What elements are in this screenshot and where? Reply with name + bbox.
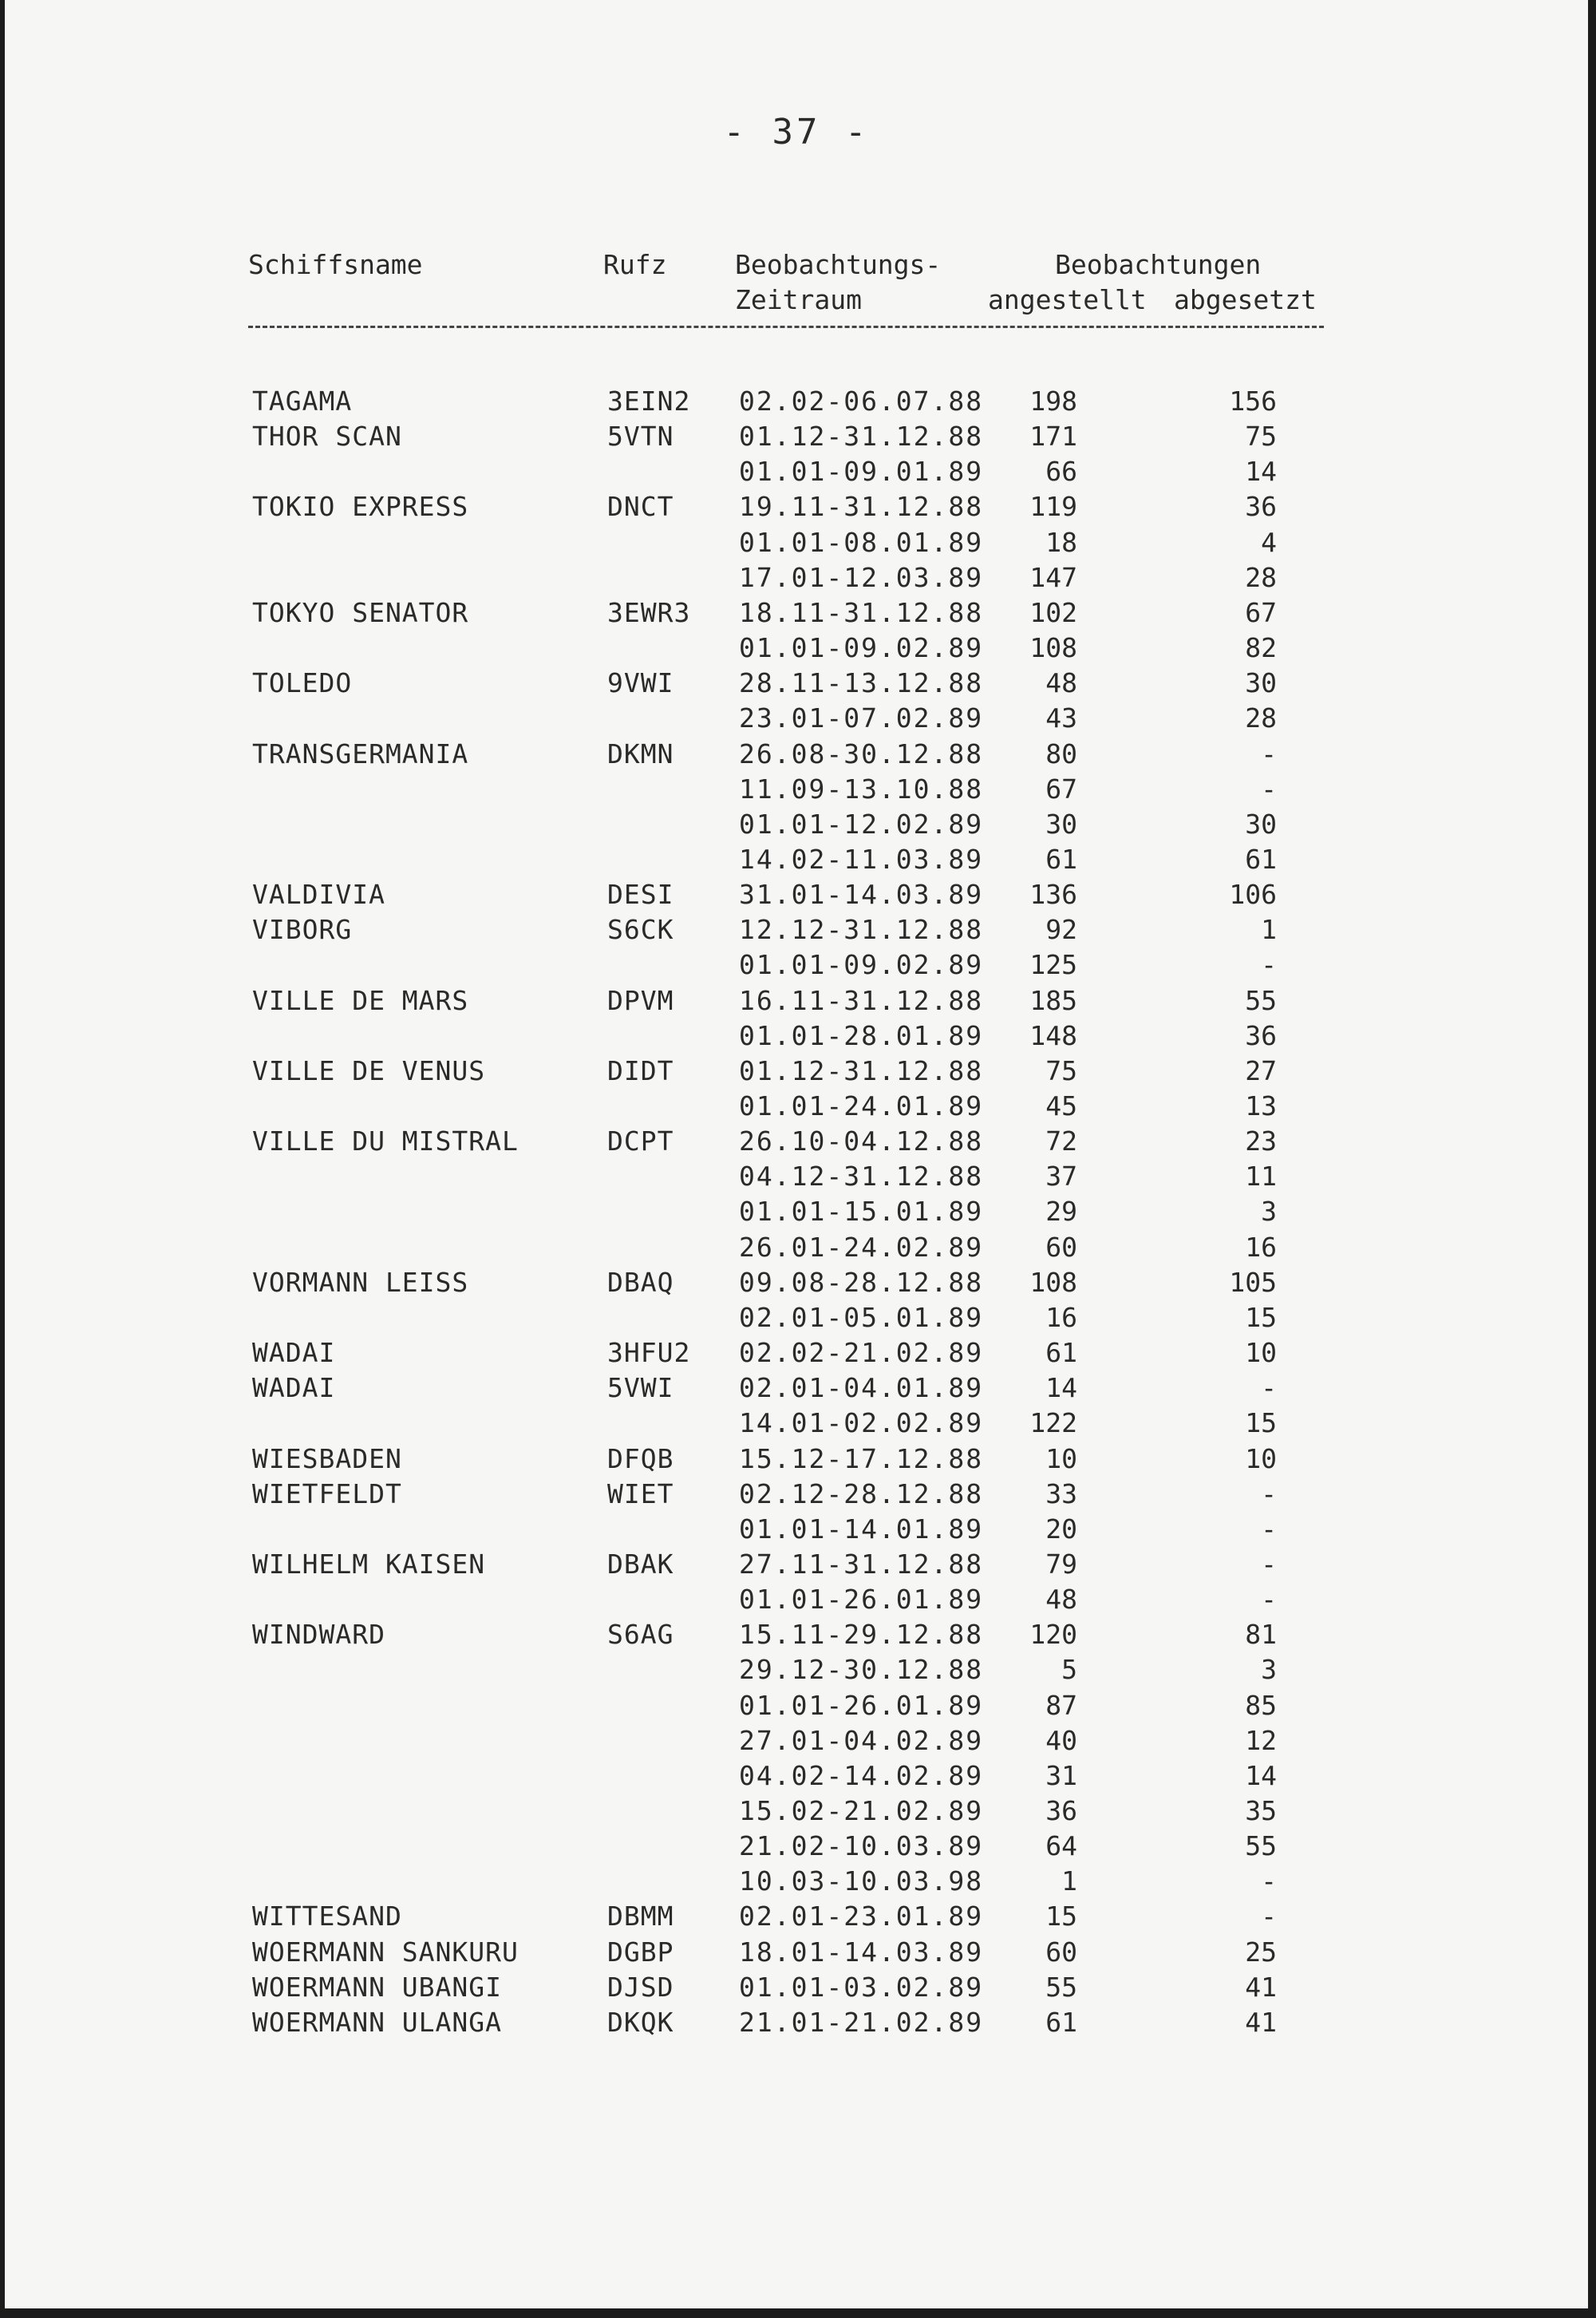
period-cell: 01.01-26.01.89 <box>739 1584 984 1616</box>
table-row <box>5 1654 1588 1689</box>
period-cell: 18.11-31.12.88 <box>739 596 984 628</box>
observations-sent-cell: - <box>1261 1372 1277 1404</box>
table-row <box>5 1478 1588 1513</box>
period-cell: 18.01-14.03.89 <box>739 1936 984 1968</box>
ship-name-cell: TAGAMA <box>252 386 353 417</box>
table-row <box>5 1584 1588 1619</box>
header-sent: abgesetzt <box>1174 284 1317 315</box>
observations-sent-cell: 75 <box>1245 421 1277 453</box>
observations-sent-cell: 106 <box>1229 879 1277 911</box>
observations-made-cell: 125 <box>1029 949 1077 981</box>
table-row <box>5 1619 1588 1654</box>
observations-made-cell: 80 <box>1045 738 1077 769</box>
header-observations: Beobachtungen <box>1055 249 1262 280</box>
table-row <box>5 1690 1588 1725</box>
period-cell: 02.01-23.01.89 <box>739 1901 984 1932</box>
call-sign-cell: DBAQ <box>607 1266 674 1298</box>
period-cell: 01.01-14.01.89 <box>739 1513 984 1545</box>
observations-made-cell: 66 <box>1045 456 1077 488</box>
period-cell: 21.01-21.02.89 <box>739 2006 984 2038</box>
observations-sent-cell: - <box>1261 1513 1277 1545</box>
call-sign-cell: DJSD <box>607 1971 674 2003</box>
observations-made-cell: 31 <box>1045 1759 1077 1791</box>
observations-sent-cell: - <box>1261 773 1277 805</box>
ship-name-cell: WIETFELDT <box>252 1477 402 1509</box>
observations-sent-cell: 10 <box>1245 1337 1277 1369</box>
observations-made-cell: 198 <box>1029 386 1077 417</box>
table-row <box>5 1901 1588 1936</box>
table-row <box>5 1055 1588 1090</box>
table-row <box>5 386 1588 421</box>
observations-sent-cell: 85 <box>1245 1689 1277 1721</box>
period-cell: 02.12-28.12.88 <box>739 1477 984 1509</box>
period-cell: 29.12-30.12.88 <box>739 1654 984 1686</box>
observations-sent-cell: - <box>1261 738 1277 769</box>
observations-made-cell: 102 <box>1029 596 1077 628</box>
table-row <box>5 1196 1588 1231</box>
observations-made-cell: 30 <box>1045 808 1077 840</box>
call-sign-cell: S6AG <box>607 1619 674 1651</box>
period-cell: 01.01-03.02.89 <box>739 1971 984 2003</box>
table-row <box>5 809 1588 844</box>
observations-sent-cell: 27 <box>1245 1054 1277 1086</box>
ship-name-cell: WOERMANN ULANGA <box>252 2006 503 2038</box>
table-row <box>5 1795 1588 1830</box>
period-cell: 01.01-09.02.89 <box>739 949 984 981</box>
observations-made-cell: 1 <box>1061 1865 1077 1897</box>
period-cell: 02.02-06.07.88 <box>739 386 984 417</box>
observations-sent-cell: 41 <box>1245 2006 1277 2038</box>
observations-sent-cell: 25 <box>1245 1936 1277 1968</box>
table-row <box>5 1232 1588 1267</box>
call-sign-cell: DESI <box>607 879 674 911</box>
observations-made-cell: 108 <box>1029 632 1077 664</box>
ship-name-cell: WOERMANN SANKURU <box>252 1936 519 1968</box>
period-cell: 02.01-04.01.89 <box>739 1372 984 1404</box>
call-sign-cell: 5VWI <box>607 1372 674 1404</box>
header-made: angestellt <box>988 284 1147 315</box>
observations-made-cell: 18 <box>1045 526 1077 558</box>
observations-sent-cell: 4 <box>1261 526 1277 558</box>
ship-name-cell: VILLE DE MARS <box>252 984 469 1016</box>
observations-made-cell: 45 <box>1045 1090 1077 1121</box>
period-cell: 01.01-09.02.89 <box>739 632 984 664</box>
observations-sent-cell: 36 <box>1245 1019 1277 1051</box>
table-row <box>5 632 1588 667</box>
ship-name-cell: TRANSGERMANIA <box>252 738 469 769</box>
header-ship-name: Schiffsname <box>248 249 423 280</box>
observations-sent-cell: 55 <box>1245 984 1277 1016</box>
period-cell: 10.03-10.03.98 <box>739 1865 984 1897</box>
observations-sent-cell: 3 <box>1261 1654 1277 1686</box>
observations-sent-cell: 10 <box>1245 1442 1277 1474</box>
page-number: - 37 - <box>723 112 870 152</box>
header-call-sign: Rufz <box>603 249 667 280</box>
period-cell: 04.12-31.12.88 <box>739 1161 984 1193</box>
observations-made-cell: 61 <box>1045 1337 1077 1369</box>
ship-name-cell: WINDWARD <box>252 1619 385 1651</box>
table-row <box>5 1865 1588 1901</box>
table-row <box>5 949 1588 984</box>
observations-made-cell: 20 <box>1045 1513 1077 1545</box>
observations-sent-cell: 12 <box>1245 1724 1277 1756</box>
observations-made-cell: 147 <box>1029 561 1077 593</box>
ship-name-cell: WILHELM KAISEN <box>252 1548 486 1580</box>
observations-made-cell: 61 <box>1045 2006 1077 2038</box>
observations-sent-cell: 105 <box>1229 1266 1277 1298</box>
period-cell: 15.02-21.02.89 <box>739 1795 984 1826</box>
observations-made-cell: 119 <box>1029 491 1077 523</box>
table-row <box>5 2007 1588 2042</box>
call-sign-cell: DFQB <box>607 1442 674 1474</box>
table-row <box>5 844 1588 879</box>
call-sign-cell: 3EIN2 <box>607 386 691 417</box>
period-cell: 01.01-28.01.89 <box>739 1019 984 1051</box>
observations-sent-cell: 15 <box>1245 1301 1277 1333</box>
table-row <box>5 1125 1588 1161</box>
ship-name-cell: WADAI <box>252 1372 336 1404</box>
observations-made-cell: 14 <box>1045 1372 1077 1404</box>
observations-made-cell: 108 <box>1029 1266 1077 1298</box>
period-cell: 15.12-17.12.88 <box>739 1442 984 1474</box>
period-cell: 11.09-13.10.88 <box>739 773 984 805</box>
period-cell: 04.02-14.02.89 <box>739 1759 984 1791</box>
call-sign-cell: DGBP <box>607 1936 674 1968</box>
period-cell: 26.01-24.02.89 <box>739 1231 984 1263</box>
observations-made-cell: 43 <box>1045 702 1077 734</box>
observations-sent-cell: 15 <box>1245 1407 1277 1439</box>
observations-made-cell: 33 <box>1045 1477 1077 1509</box>
period-cell: 02.01-05.01.89 <box>739 1301 984 1333</box>
observations-sent-cell: 23 <box>1245 1125 1277 1157</box>
period-cell: 31.01-14.03.89 <box>739 879 984 911</box>
table-row <box>5 985 1588 1020</box>
table-row <box>5 1549 1588 1584</box>
table-row <box>5 914 1588 949</box>
observations-sent-cell: 41 <box>1245 1971 1277 2003</box>
period-cell: 27.01-04.02.89 <box>739 1724 984 1756</box>
period-cell: 15.11-29.12.88 <box>739 1619 984 1651</box>
table-row <box>5 527 1588 562</box>
table-row <box>5 1443 1588 1478</box>
call-sign-cell: DPVM <box>607 984 674 1016</box>
observations-sent-cell: - <box>1261 1584 1277 1616</box>
table-row <box>5 1407 1588 1442</box>
observations-sent-cell: 16 <box>1245 1231 1277 1263</box>
observations-sent-cell: 13 <box>1245 1090 1277 1121</box>
period-cell: 28.11-13.12.88 <box>739 667 984 699</box>
ship-name-cell: TOKYO SENATOR <box>252 596 469 628</box>
period-cell: 17.01-12.03.89 <box>739 561 984 593</box>
observations-sent-cell: 81 <box>1245 1619 1277 1651</box>
table-row <box>5 738 1588 773</box>
call-sign-cell: DKMN <box>607 738 674 769</box>
observations-made-cell: 40 <box>1045 1724 1077 1756</box>
observations-sent-cell: 30 <box>1245 667 1277 699</box>
table-row <box>5 1267 1588 1302</box>
observations-made-cell: 5 <box>1061 1654 1077 1686</box>
call-sign-cell: DCPT <box>607 1125 674 1157</box>
observations-made-cell: 92 <box>1045 914 1077 946</box>
table-row <box>5 1337 1588 1372</box>
ship-name-cell: WIESBADEN <box>252 1442 402 1474</box>
call-sign-cell: 3HFU2 <box>607 1337 691 1369</box>
observations-made-cell: 60 <box>1045 1231 1077 1263</box>
table-row <box>5 1020 1588 1055</box>
observations-sent-cell: - <box>1261 1901 1277 1932</box>
period-cell: 01.01-09.01.89 <box>739 456 984 488</box>
period-cell: 01.01-15.01.89 <box>739 1196 984 1228</box>
observations-sent-cell: 30 <box>1245 808 1277 840</box>
table-row <box>5 1725 1588 1760</box>
header-period-line2: Zeitraum <box>735 284 862 315</box>
observations-made-cell: 122 <box>1029 1407 1077 1439</box>
observations-made-cell: 136 <box>1029 879 1077 911</box>
ship-name-cell: VORMANN LEISS <box>252 1266 469 1298</box>
ship-name-cell: THOR SCAN <box>252 421 402 453</box>
table-row <box>5 597 1588 632</box>
call-sign-cell: DNCT <box>607 491 674 523</box>
observations-sent-cell: 14 <box>1245 1759 1277 1791</box>
observations-made-cell: 185 <box>1029 984 1077 1016</box>
observations-made-cell: 15 <box>1045 1901 1077 1932</box>
observations-made-cell: 48 <box>1045 1584 1077 1616</box>
table-row <box>5 773 1588 809</box>
observations-made-cell: 148 <box>1029 1019 1077 1051</box>
period-cell: 21.02-10.03.89 <box>739 1830 984 1862</box>
table-row <box>5 1372 1588 1407</box>
period-cell: 01.01-08.01.89 <box>739 526 984 558</box>
observations-sent-cell: - <box>1261 949 1277 981</box>
observations-sent-cell: 82 <box>1245 632 1277 664</box>
table-row <box>5 491 1588 526</box>
observations-sent-cell: 28 <box>1245 561 1277 593</box>
observations-sent-cell: 14 <box>1245 456 1277 488</box>
ship-name-cell: VILLE DU MISTRAL <box>252 1125 519 1157</box>
ship-name-cell: VIBORG <box>252 914 353 946</box>
period-cell: 14.02-11.03.89 <box>739 843 984 875</box>
table-row <box>5 421 1588 456</box>
call-sign-cell: 9VWI <box>607 667 674 699</box>
observations-sent-cell: 11 <box>1245 1161 1277 1193</box>
ship-name-cell: WITTESAND <box>252 1901 402 1932</box>
observations-made-cell: 36 <box>1045 1795 1077 1826</box>
period-cell: 19.11-31.12.88 <box>739 491 984 523</box>
table-row <box>5 1760 1588 1795</box>
ship-name-cell: TOKIO EXPRESS <box>252 491 469 523</box>
period-cell: 02.02-21.02.89 <box>739 1337 984 1369</box>
observations-made-cell: 48 <box>1045 667 1077 699</box>
observations-made-cell: 67 <box>1045 773 1077 805</box>
observations-sent-cell: 67 <box>1245 596 1277 628</box>
table-row <box>5 1830 1588 1865</box>
period-cell: 23.01-07.02.89 <box>739 702 984 734</box>
table-row <box>5 1302 1588 1337</box>
header-period-line1: Beobachtungs- <box>735 249 942 280</box>
observations-made-cell: 79 <box>1045 1548 1077 1580</box>
document-page <box>5 0 1588 2308</box>
observations-sent-cell: 28 <box>1245 702 1277 734</box>
observations-sent-cell: 55 <box>1245 1830 1277 1862</box>
call-sign-cell: DIDT <box>607 1054 674 1086</box>
observations-made-cell: 61 <box>1045 843 1077 875</box>
observations-made-cell: 87 <box>1045 1689 1077 1721</box>
period-cell: 09.08-28.12.88 <box>739 1266 984 1298</box>
period-cell: 14.01-02.02.89 <box>739 1407 984 1439</box>
ship-name-cell: WADAI <box>252 1337 336 1369</box>
observations-made-cell: 16 <box>1045 1301 1077 1333</box>
period-cell: 01.01-24.01.89 <box>739 1090 984 1121</box>
observations-made-cell: 29 <box>1045 1196 1077 1228</box>
observations-sent-cell: 61 <box>1245 843 1277 875</box>
period-cell: 01.01-26.01.89 <box>739 1689 984 1721</box>
table-row <box>5 456 1588 491</box>
ship-name-cell: WOERMANN UBANGI <box>252 1971 503 2003</box>
observations-made-cell: 55 <box>1045 1971 1077 2003</box>
period-cell: 16.11-31.12.88 <box>739 984 984 1016</box>
table-row <box>5 1972 1588 2007</box>
call-sign-cell: DKQK <box>607 2006 674 2038</box>
observations-sent-cell: 35 <box>1245 1795 1277 1826</box>
table-row <box>5 1090 1588 1125</box>
period-cell: 01.12-31.12.88 <box>739 1054 984 1086</box>
table-row <box>5 562 1588 597</box>
ship-name-cell: VALDIVIA <box>252 879 385 911</box>
observations-made-cell: 37 <box>1045 1161 1077 1193</box>
period-cell: 27.11-31.12.88 <box>739 1548 984 1580</box>
table-row <box>5 1161 1588 1196</box>
call-sign-cell: DBAK <box>607 1548 674 1580</box>
period-cell: 01.01-12.02.89 <box>739 808 984 840</box>
table-row <box>5 1513 1588 1549</box>
observations-sent-cell: 3 <box>1261 1196 1277 1228</box>
observations-sent-cell: 36 <box>1245 491 1277 523</box>
observations-made-cell: 64 <box>1045 1830 1077 1862</box>
observations-made-cell: 75 <box>1045 1054 1077 1086</box>
call-sign-cell: 3EWR3 <box>607 596 691 628</box>
observations-sent-cell: 156 <box>1229 386 1277 417</box>
observations-sent-cell: - <box>1261 1548 1277 1580</box>
observations-made-cell: 120 <box>1029 1619 1077 1651</box>
table-row <box>5 702 1588 738</box>
observations-made-cell: 171 <box>1029 421 1077 453</box>
observations-sent-cell: - <box>1261 1477 1277 1509</box>
observations-sent-cell: - <box>1261 1865 1277 1897</box>
call-sign-cell: DBMM <box>607 1901 674 1932</box>
table-row <box>5 1936 1588 1972</box>
table-row <box>5 667 1588 702</box>
observations-made-cell: 60 <box>1045 1936 1077 1968</box>
table-row <box>5 879 1588 914</box>
period-cell: 26.08-30.12.88 <box>739 738 984 769</box>
call-sign-cell: WIET <box>607 1477 674 1509</box>
ship-name-cell: TOLEDO <box>252 667 353 699</box>
observations-made-cell: 72 <box>1045 1125 1077 1157</box>
call-sign-cell: 5VTN <box>607 421 674 453</box>
period-cell: 01.12-31.12.88 <box>739 421 984 453</box>
period-cell: 12.12-31.12.88 <box>739 914 984 946</box>
ship-name-cell: VILLE DE VENUS <box>252 1054 486 1086</box>
observations-made-cell: 10 <box>1045 1442 1077 1474</box>
period-cell: 26.10-04.12.88 <box>739 1125 984 1157</box>
header-divider <box>248 326 1324 328</box>
call-sign-cell: S6CK <box>607 914 674 946</box>
observations-sent-cell: 1 <box>1261 914 1277 946</box>
